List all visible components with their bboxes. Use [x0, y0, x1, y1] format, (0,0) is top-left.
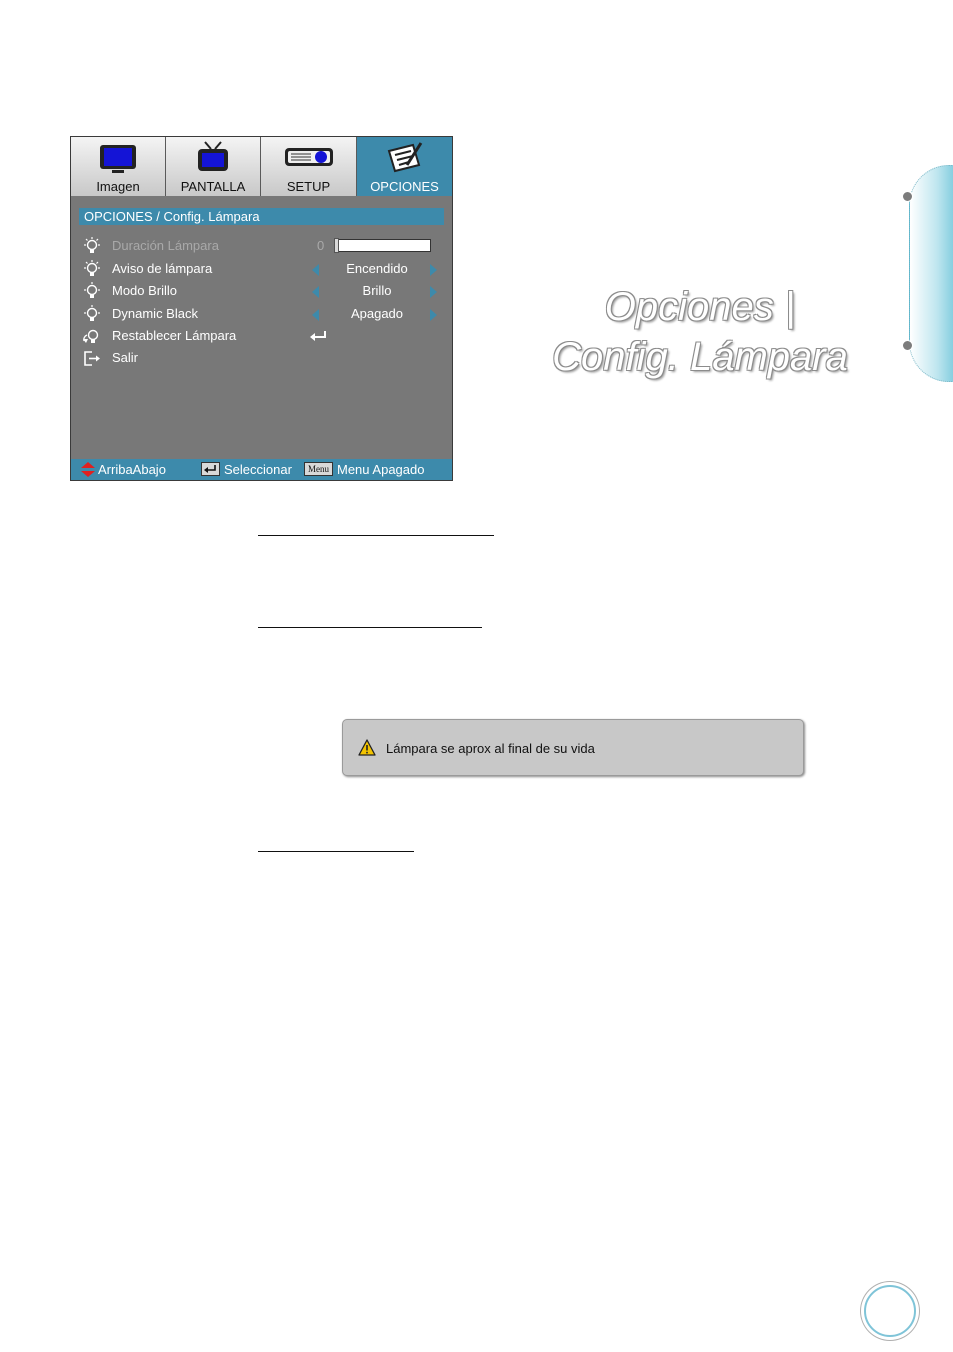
page-number-circle [864, 1285, 916, 1337]
section-underline-2 [258, 627, 482, 628]
section-heading-line1: Opciones | [604, 285, 796, 329]
section-heading [520, 282, 880, 382]
tab-imagen[interactable] [71, 137, 166, 196]
tab-setup[interactable] [261, 137, 357, 196]
tab-label: PANTALLA [180, 179, 246, 194]
arrow-left-icon[interactable] [312, 309, 319, 321]
osd-footer [71, 459, 452, 480]
notepad-icon [385, 141, 425, 178]
menu-item-restablecer-lampara[interactable] [83, 326, 443, 346]
section-underline-1 [258, 535, 494, 536]
breadcrumb: OPCIONES / Config. Lámpara [79, 208, 444, 225]
tab-label: Imagen [96, 179, 140, 194]
lamp-icon [83, 260, 101, 278]
lamp-reset-icon [83, 327, 101, 345]
enter-key-icon [201, 462, 220, 476]
slider-knob [334, 238, 339, 253]
arrow-right-icon[interactable] [430, 264, 437, 276]
osd-menu [70, 136, 453, 481]
menu-item-modo-brillo[interactable] [83, 281, 443, 301]
warning-icon [358, 739, 376, 761]
tab-pantalla[interactable] [166, 137, 261, 196]
tab-dot-bottom [902, 340, 913, 351]
menu-item-value: Encendido [346, 261, 408, 276]
footer-menu-off-label: Menu Apagado [337, 462, 425, 477]
monitor-icon [98, 143, 138, 180]
chapter-tab [909, 165, 953, 382]
warning-text: Lámpara se aprox al final de su vida [386, 741, 595, 756]
arrow-right-icon[interactable] [430, 309, 437, 321]
enter-icon[interactable] [309, 329, 327, 347]
menu-item-duracion-lampara [83, 236, 443, 256]
tv-icon [195, 140, 231, 179]
lamp-icon [83, 282, 101, 300]
section-underline-3 [258, 851, 414, 852]
arrow-right-icon[interactable] [430, 286, 437, 298]
menu-item-label: Aviso de lámpara [112, 261, 213, 276]
arrow-left-icon[interactable] [312, 264, 319, 276]
projector-icon [283, 145, 335, 174]
tab-bar [71, 137, 452, 197]
footer-select-label: Seleccionar [224, 462, 292, 477]
menu-item-label: Duración Lámpara [112, 238, 219, 253]
menu-item-label: Restablecer Lámpara [112, 328, 237, 343]
menu-item-dynamic-black[interactable] [83, 304, 443, 324]
tab-label: SETUP [286, 179, 331, 194]
lamp-icon [83, 305, 101, 323]
menu-item-label: Dynamic Black [112, 306, 198, 321]
tab-opciones[interactable] [357, 137, 452, 196]
section-heading-line2: Config. Lámpara [552, 335, 848, 379]
lamp-hours-bar [335, 239, 431, 252]
tab-dot-top [902, 191, 913, 202]
exit-icon [83, 349, 101, 367]
updown-icon [81, 462, 95, 480]
arrow-left-icon[interactable] [312, 286, 319, 298]
menu-key-icon: Menu [304, 462, 333, 476]
menu-item-label: Salir [112, 350, 139, 365]
footer-updown-label: ArribaAbajo [98, 462, 166, 477]
lamp-warning-box [342, 719, 804, 776]
lamp-icon [83, 237, 101, 255]
menu-item-aviso-lampara[interactable] [83, 259, 443, 279]
menu-item-salir[interactable] [83, 348, 443, 368]
menu-item-value: Brillo [362, 283, 392, 298]
tab-label: OPCIONES [370, 179, 439, 194]
menu-item-value: Apagado [350, 306, 404, 321]
menu-item-label: Modo Brillo [112, 283, 178, 298]
lamp-hours-value: 0 [317, 238, 325, 253]
